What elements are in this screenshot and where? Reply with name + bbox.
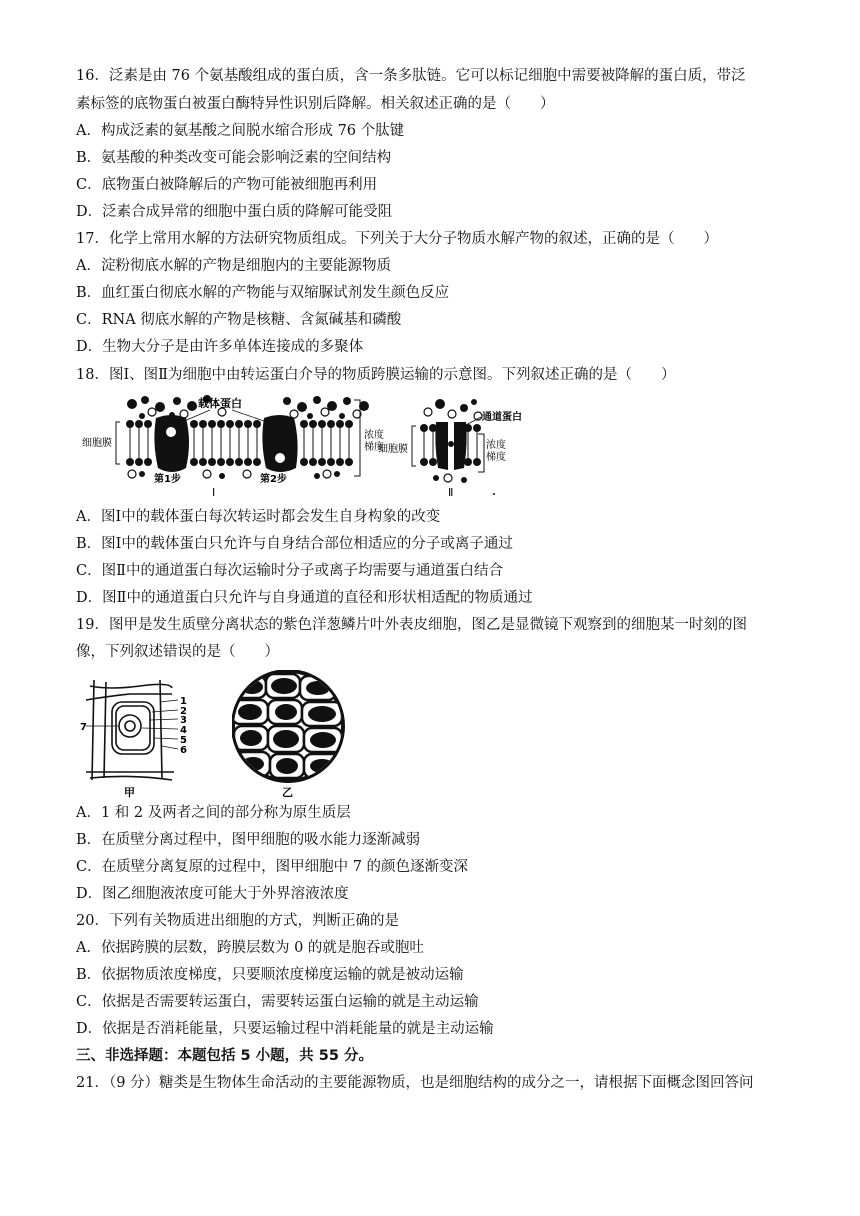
q20-option-a: A．依据跨膜的层数，跨膜层数为 0 的就是胞吞或胞吐 [76, 940, 424, 956]
q16-stem-line2: 素标签的底物蛋白被蛋白酶特异性识别后降解。相关叙述正确的是（ ） [76, 96, 555, 112]
q20-option-c: C．依据是否需要转运蛋白，需要转运蛋白运输的就是主动运输 [76, 994, 479, 1010]
fig1-caption: Ⅰ [212, 486, 216, 498]
plasmolysis-cell-diagram [80, 680, 200, 798]
q16-option-d: D．泛素合成异常的细胞中蛋白质的降解可能受阻 [76, 204, 393, 220]
q21-stem: 21．（9 分）糖类是生物体生命活动的主要能源物质，也是细胞结构的成分之一，请根据下面概念图回答问 [76, 1075, 754, 1091]
membrane-label-fig2: 细胞膜 [378, 444, 408, 455]
q20-stem: 20．下列有关物质进出细胞的方式，判断正确的是 [76, 913, 399, 929]
gradient-label-fig2-b: 梯度 [486, 452, 506, 463]
q17-option-b: B．血红蛋白彻底水解的产物能与双缩脲试剂发生颜色反应 [76, 285, 450, 301]
gradient-label-fig1-a: 浓度 [364, 430, 384, 441]
label-5: 5 [180, 735, 187, 746]
membrane-label-fig1: 细胞膜 [82, 438, 112, 449]
label-2: 2 [180, 706, 187, 717]
label-1: 1 [180, 696, 187, 707]
q16-option-a: A．构成泛素的氨基酸之间脱水缩合形成 76 个肽键 [76, 123, 405, 139]
carrier-protein-figure [82, 392, 392, 498]
q16-stem-line1: 16．泛素是由 76 个氨基酸组成的蛋白质，含一条多肽链。它可以标记细胞中需要被降解的蛋白质，带泛 [76, 68, 746, 84]
label-7: 7 [80, 722, 87, 733]
q19-stem-line2: 像，下列叙述错误的是（ ） [76, 644, 279, 660]
fig-yi-caption: 乙 [282, 786, 293, 799]
fig2-caption: Ⅱ [448, 486, 454, 498]
label-6: 6 [180, 745, 187, 756]
q16-option-b: B．氨基酸的种类改变可能会影响泛素的空间结构 [76, 150, 392, 166]
q19-option-b: B．在质壁分离过程中，图甲细胞的吸水能力逐渐减弱 [76, 832, 421, 848]
q16-option-c: C．底物蛋白被降解后的产物可能被细胞再利用 [76, 177, 378, 193]
q20-option-b: B．依据物质浓度梯度，只要顺浓度梯度运输的就是被动运输 [76, 967, 464, 983]
q18-option-b: B．图Ⅰ中的载体蛋白只允许与自身结合部位相适应的分子或离子通过 [76, 536, 513, 552]
q19-stem-line1: 19．图甲是发生质壁分离状态的紫色洋葱鳞片叶外表皮细胞，图乙是显微镜下观察到的细胞某一时刻的图 [76, 617, 747, 633]
carrier-protein-label: 载体蛋白 [198, 397, 242, 410]
gradient-label-fig1-b: 梯度 [364, 442, 384, 453]
channel-protein-figure [378, 398, 538, 498]
step1-label: 第1步 [154, 474, 181, 485]
microscope-view-image [232, 670, 352, 800]
q17-option-d: D．生物大分子是由许多单体连接成的多聚体 [76, 339, 364, 355]
q20-option-d: D．依据是否消耗能量，只要运输过程中消耗能量的就是主动运输 [76, 1021, 494, 1037]
q17-option-a: A．淀粉彻底水解的产物是细胞内的主要能源物质 [76, 258, 391, 274]
q19-option-a: A．1 和 2 及两者之间的部分称为原生质层 [76, 805, 351, 821]
q18-option-c: C．图Ⅱ中的通道蛋白每次运输时分子或离子均需要与通道蛋白结合 [76, 563, 503, 579]
label-4: 4 [180, 725, 187, 736]
q17-stem: 17．化学上常用水解的方法研究物质组成。下列关于大分子物质水解产物的叙述，正确的是（ ） [76, 231, 718, 247]
gradient-label-fig2-a: 浓度 [486, 440, 506, 451]
label-3: 3 [180, 715, 187, 726]
fig-jia-caption: 甲 [124, 786, 135, 798]
section-title: 三、非选择题：本题包括 5 小题，共 55 分。 [76, 1048, 373, 1064]
q17-option-c: C．RNA 彻底水解的产物是核糖、含氮碱基和磷酸 [76, 312, 402, 328]
q18-stem: 18．图Ⅰ、图Ⅱ为细胞中由转运蛋白介导的物质跨膜运输的示意图。下列叙述正确的是（ ） [76, 367, 676, 383]
q18-option-a: A．图Ⅰ中的载体蛋白每次转运时都会发生自身构象的改变 [76, 509, 441, 525]
step2-label: 第2步 [260, 474, 287, 485]
channel-protein-label: 通道蛋白 [482, 412, 522, 423]
q18-option-d: D．图Ⅱ中的通道蛋白只允许与自身通道的直径和形状相适配的物质通过 [76, 590, 533, 606]
q19-option-c: C．在质壁分离复原的过程中，图甲细胞中 7 的颜色逐渐变深 [76, 859, 469, 875]
q19-option-d: D．图乙细胞液浓度可能大于外界溶液浓度 [76, 886, 349, 902]
